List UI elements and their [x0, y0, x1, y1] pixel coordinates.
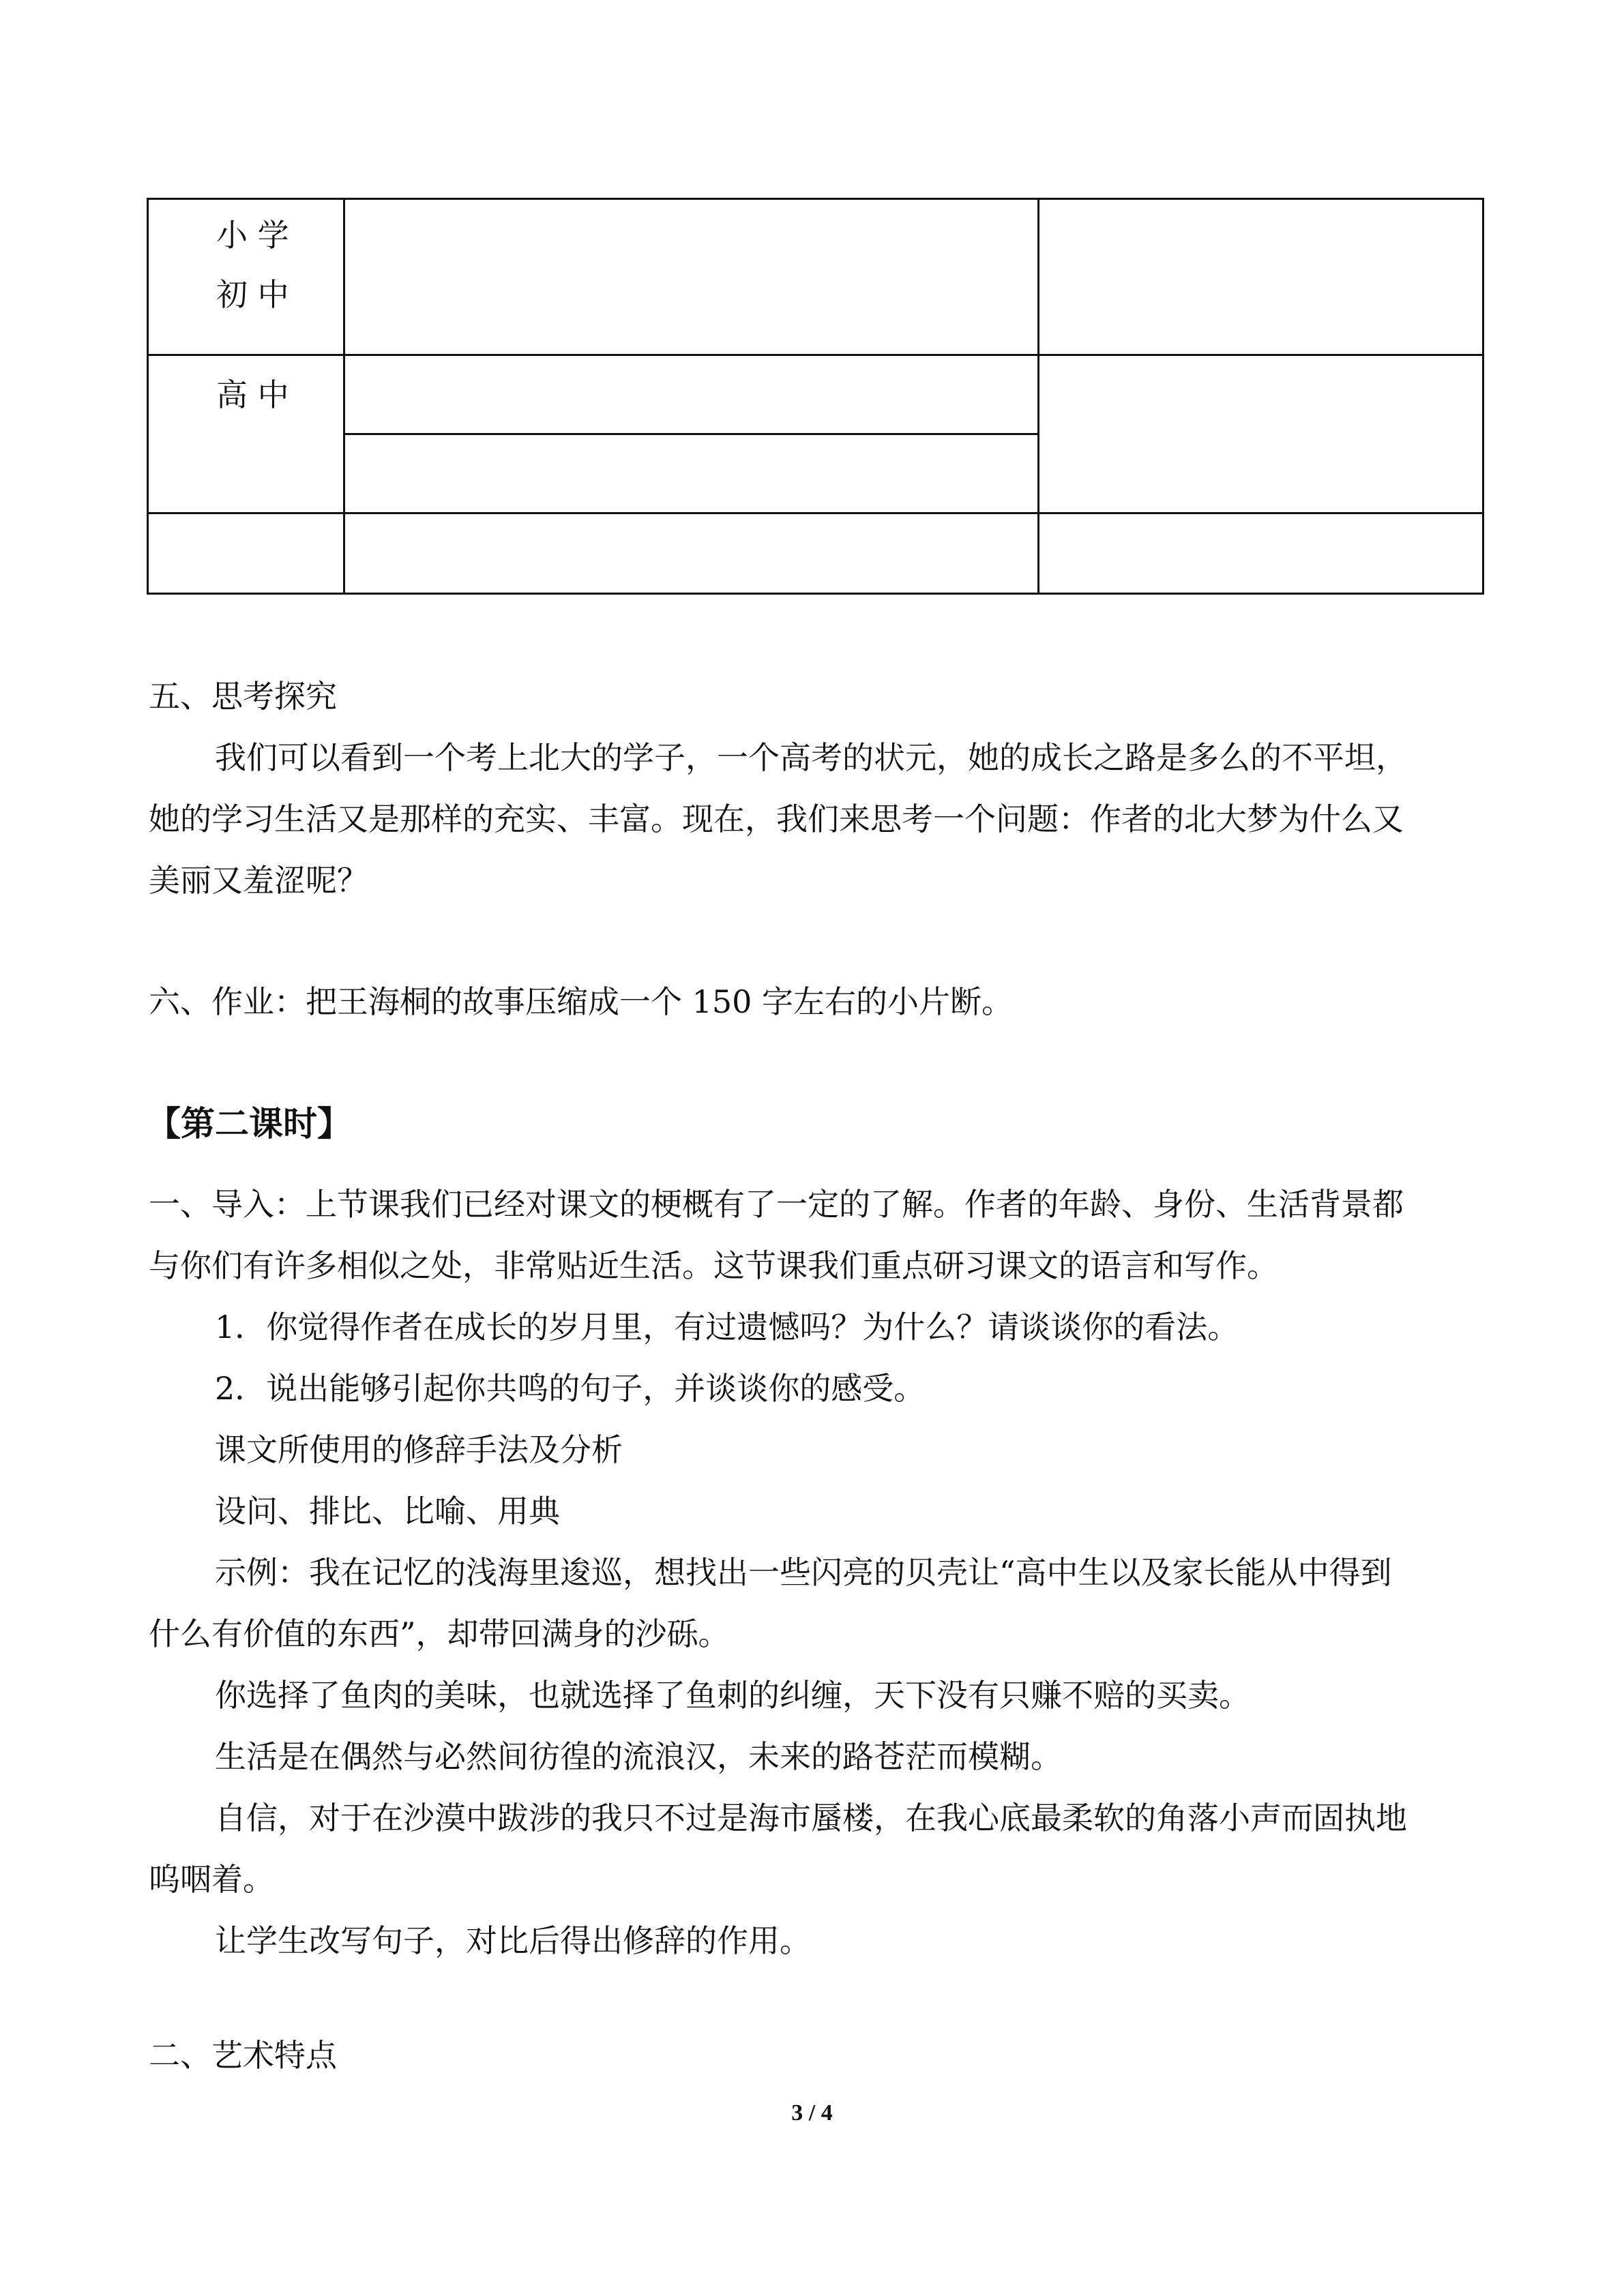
section5-heading: 五、思考探究 — [149, 678, 337, 715]
stage-junior: 初 中 — [216, 276, 289, 313]
example-line-1: 示例：我在记忆的浅海里逡巡，想找出一些闪亮的贝壳让“高中生以及家长能从中得到 — [215, 1554, 1392, 1591]
table-row-divider-2 — [343, 433, 1037, 435]
section6-homework: 六、作业：把王海桐的故事压缩成一个 150 字左右的小片断。 — [149, 983, 1014, 1020]
table-col-divider-1 — [343, 200, 345, 593]
rewrite-instruction: 让学生改写句子，对比后得出修辞的作用。 — [215, 1922, 811, 1959]
sentence-1: 你选择了鱼肉的美味，也就选择了鱼刺的纠缠，天下没有只赚不赔的买卖。 — [215, 1677, 1250, 1714]
page-number: 3 / 4 — [791, 2100, 833, 2126]
lesson2-title: 【第二课时】 — [147, 1103, 351, 1144]
section2-heading: 二、艺术特点 — [149, 2037, 337, 2074]
table-row-divider-3 — [149, 512, 1482, 514]
info-table — [147, 198, 1484, 595]
rhetoric-list: 设问、排比、比喻、用典 — [215, 1493, 560, 1530]
table-row-divider-1 — [149, 354, 1482, 356]
sentence-2: 生活是在偶然与必然间彷徨的流浪汉，未来的路苍茫而模糊。 — [215, 1738, 1062, 1775]
rhetoric-title: 课文所使用的修辞手法及分析 — [215, 1431, 623, 1468]
sentence-3-line-1: 自信，对于在沙漠中跋涉的我只不过是海市蜃楼，在我心底最柔软的角落小声而固执地 — [215, 1800, 1407, 1836]
section5-line-2: 她的学习生活又是那样的充实、丰富。现在，我们来思考一个问题：作者的北大梦为什么又 — [149, 801, 1404, 837]
example-line-2: 什么有价值的东西”，却带回满身的沙砾。 — [149, 1615, 730, 1652]
lesson2-intro-line-2: 与你们有许多相似之处，非常贴近生活。这节课我们重点研习课文的语言和写作。 — [149, 1247, 1278, 1284]
table-col-divider-2 — [1037, 200, 1039, 593]
stage-senior: 高 中 — [216, 376, 289, 413]
sentence-3-line-2: 呜咽着。 — [149, 1861, 274, 1898]
lesson2-intro-line-1: 一、导入：上节课我们已经对课文的梗概有了一定的了解。作者的年龄、身份、生活背景都 — [149, 1186, 1404, 1223]
stage-primary: 小 学 — [216, 217, 289, 254]
section5-line-3: 美丽又羞涩呢？ — [149, 862, 368, 899]
question-2: 2．说出能够引起你共鸣的句子，并谈谈你的感受。 — [215, 1370, 926, 1407]
question-1: 1．你觉得作者在成长的岁月里，有过遗憾吗？为什么？请谈谈你的看法。 — [215, 1309, 1239, 1345]
section5-line-1: 我们可以看到一个考上北大的学子，一个高考的状元，她的成长之路是多么的不平坦， — [215, 739, 1407, 776]
